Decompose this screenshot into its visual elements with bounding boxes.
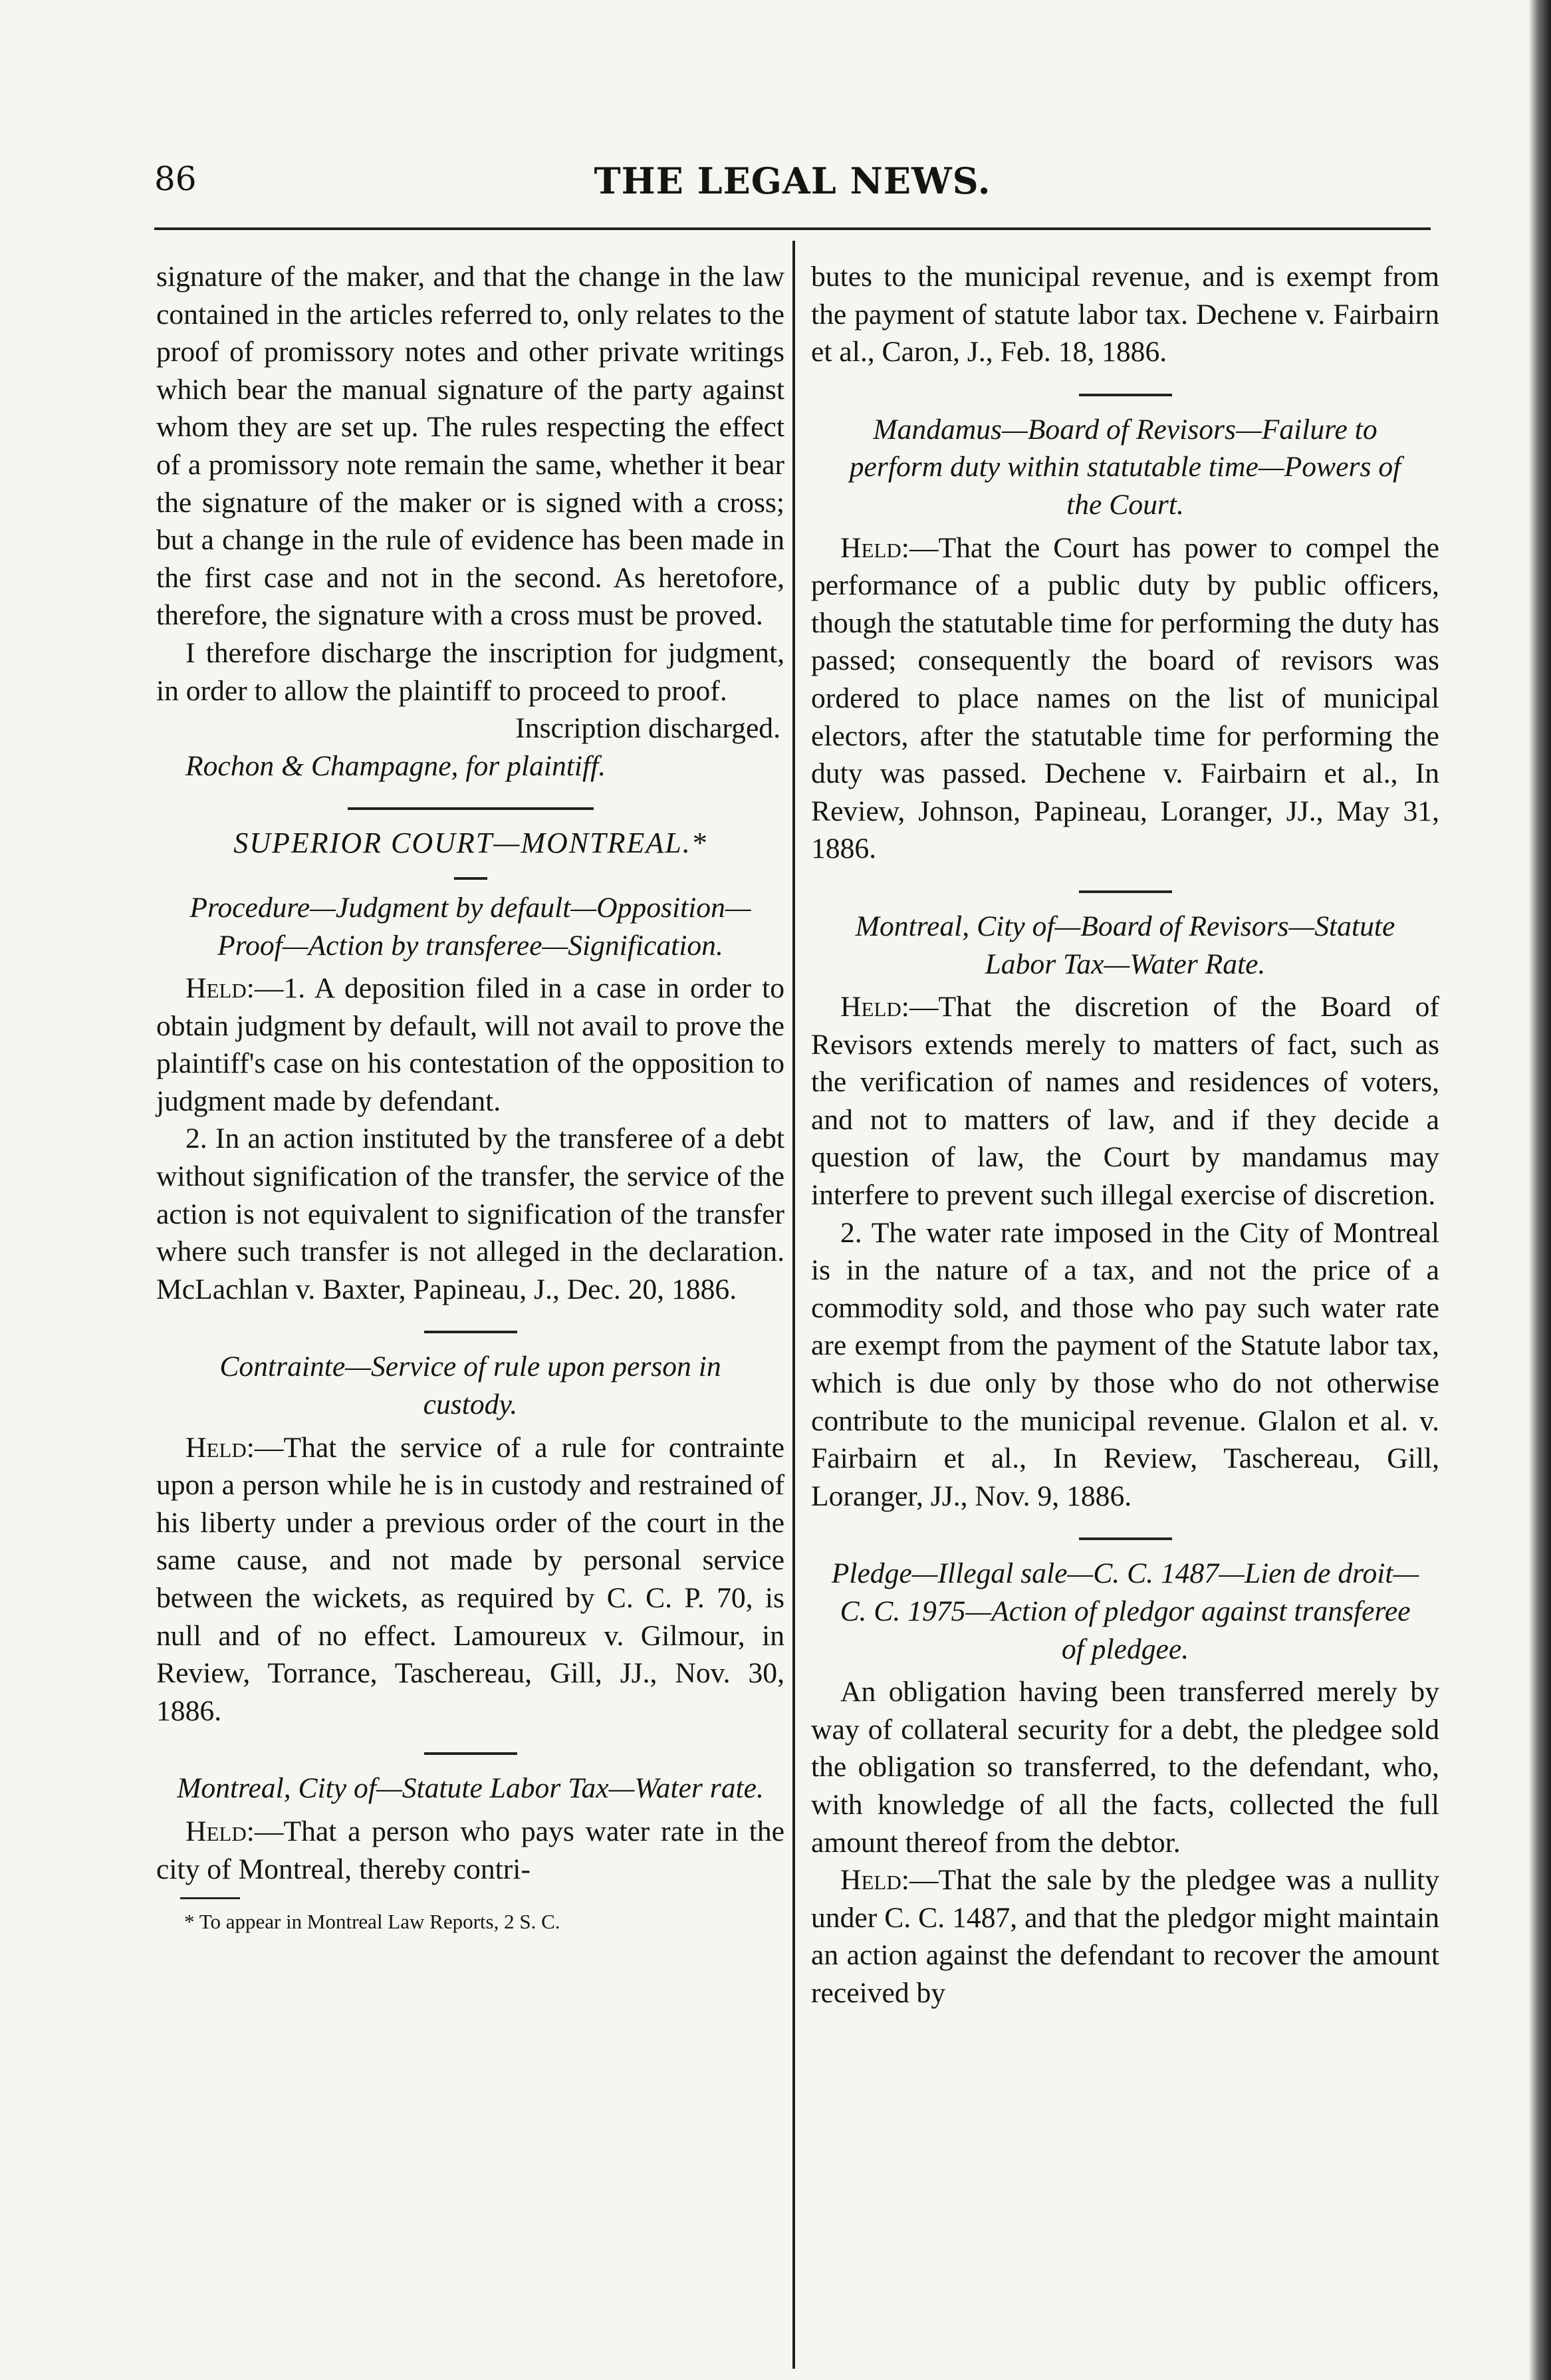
held-text: :—That the sale by the pledgee was a nullity under C. C. 1487, and that the pledgor might maintain an action against the defendant to recover the amount received by [811,1864,1439,2009]
held-text: :—1. A deposition filed in a case in order to obtain judgment by default, will not avail to prove the plaintiff's case on his contestation of the opposition to judgment made by defendant. [156,972,784,1117]
held-paragraph [156,1813,784,1888]
held-paragraph [156,1429,784,1730]
held-text: :—That the discretion of the Board of Revisors extends merely to matters of fact, such as the verification of names and residences of voters, and not to matters of law, and if they decide a question of law, the Court by mandamus may interfere to prevent such illegal exercise of discretion. [811,991,1439,1212]
case-heading: Pledge—Illegal sale—C. C. 1487—Lien de droit—C. C. 1975—Action of pledgor against transferee of pledgee. [831,1557,1419,1665]
page-header [154,160,1431,213]
ruling-line: Inscription discharged. [515,712,780,745]
divider-rule [1079,1537,1172,1540]
left-column [156,258,784,1935]
paragraph: signature of the maker, and that the change in the law contained in the articles referred to, only relates to the proof of promissory notes and other private writings which bear the manual signature of the party against whom they are set up. The rules respecting the effect of a promissory note remain the same, whether it bear the signature of the maker or is signed with a cross; but a change in the rule of evidence has been made in the first case and not in the second. As heretofore, therefore, the signature with a cross must be proved. [156,261,784,632]
footnote: * To appear in Montreal Law Reports, 2 S. C. [184,1910,560,1934]
footnote-rule [180,1897,240,1899]
held-label: Held [840,1864,901,1897]
paragraph: I therefore discharge the inscription for judgment, in order to allow the plaintiff to proceed to proof. [156,636,784,707]
divider-rule [454,877,487,880]
held-label: Held [840,991,901,1023]
case-heading: Montreal, City of—Statute Labor Tax—Water rate. [177,1772,764,1805]
held-label: Held [185,1815,247,1847]
column-divider [792,241,795,2369]
held-text: :—That a person who pays water rate in the city of Montreal, thereby contri- [156,1815,784,1885]
page-edge-shadow [1528,0,1551,2380]
running-title: THE LEGAL NEWS. [594,160,991,202]
right-column [811,258,1439,2012]
held-paragraph [811,988,1439,1214]
held-label: Held [840,531,901,564]
held-label: Held [185,1431,247,1464]
held-paragraph [811,1861,1439,2012]
case-heading: Mandamus—Board of Revisors—Failure to perform duty within statutable time—Powers of the Court. [849,413,1401,521]
case-heading: Contrainte—Service of rule upon person in custody. [219,1351,721,1421]
held-paragraph [156,970,784,1120]
divider-rule [424,1752,517,1755]
paragraph: An obligation having been transferred merely by way of collateral security for a debt, the pledgee sold the obligation so transferred, to the defendant, who, with knowledge of all the facts, collected the full amount thereof from the debtor. [811,1676,1439,1859]
divider-rule [424,1331,517,1333]
paragraph: 2. The water rate imposed in the City of Montreal is in the nature of a tax, and not the price of a commodity sold, and those who pay such water rate are exempt from the payment of the Statute labor tax, which is due only by those who do not otherwise contribute to the municipal revenue. Glalon et al. v. Fairbairn et al., In Review, Taschereau, Gill, Loranger, JJ., Nov. 9, 1886. [811,1216,1439,1512]
held-text: :—That the service of a rule for contrainte upon a person while he is in custody and restrained of his liberty under a previous order of the court in the same cause, and not made by personal service between the wickets, as required by C. C. P. 70, is null and of no effect. Lamoureux v. Gilmour, in Review, Torrance, Taschereau, Gill, JJ., Nov. 30, 1886. [156,1431,784,1727]
section-rule [348,807,594,810]
paragraph: butes to the municipal revenue, and is exempt from the payment of statute labor tax. Dechene v. Fairbairn et al., Caron, J., Feb. 18, 1886. [811,261,1439,368]
section-heading: SUPERIOR COURT—MONTREAL.* [233,827,707,860]
case-heading: Procedure—Judgment by default—Opposition—Proof—Action by transferee—Signification. [189,891,751,962]
held-label: Held [185,972,247,1005]
counsel-line: Rochon & Champagne, for plaintiff. [185,749,606,782]
held-text: :—That the Court has power to compel the performance of a public duty by public officers, though the statutable time for performing the duty has passed; consequently the board of revisors was ordered to place names on the list of municipal electors, after the statutable time for performing the duty was passed. Dechene v. Fairbairn et al., In Review, Johnson, Papineau, Loranger, JJ., May 31, 1886. [811,531,1439,865]
held-paragraph [811,529,1439,868]
divider-rule [1079,890,1172,893]
header-rule [154,227,1431,230]
paragraph: 2. In an action instituted by the transferee of a debt without signification of the transfer, the service of the action is not equivalent to signification of the transfer where such transfer is not alleged in the declaration. McLachlan v. Baxter, Papineau, J., Dec. 20, 1886. [156,1123,784,1305]
case-heading: Montreal, City of—Board of Revisors—Statute Labor Tax—Water Rate. [855,910,1395,980]
divider-rule [1079,394,1172,396]
page-number: 86 [154,160,197,198]
